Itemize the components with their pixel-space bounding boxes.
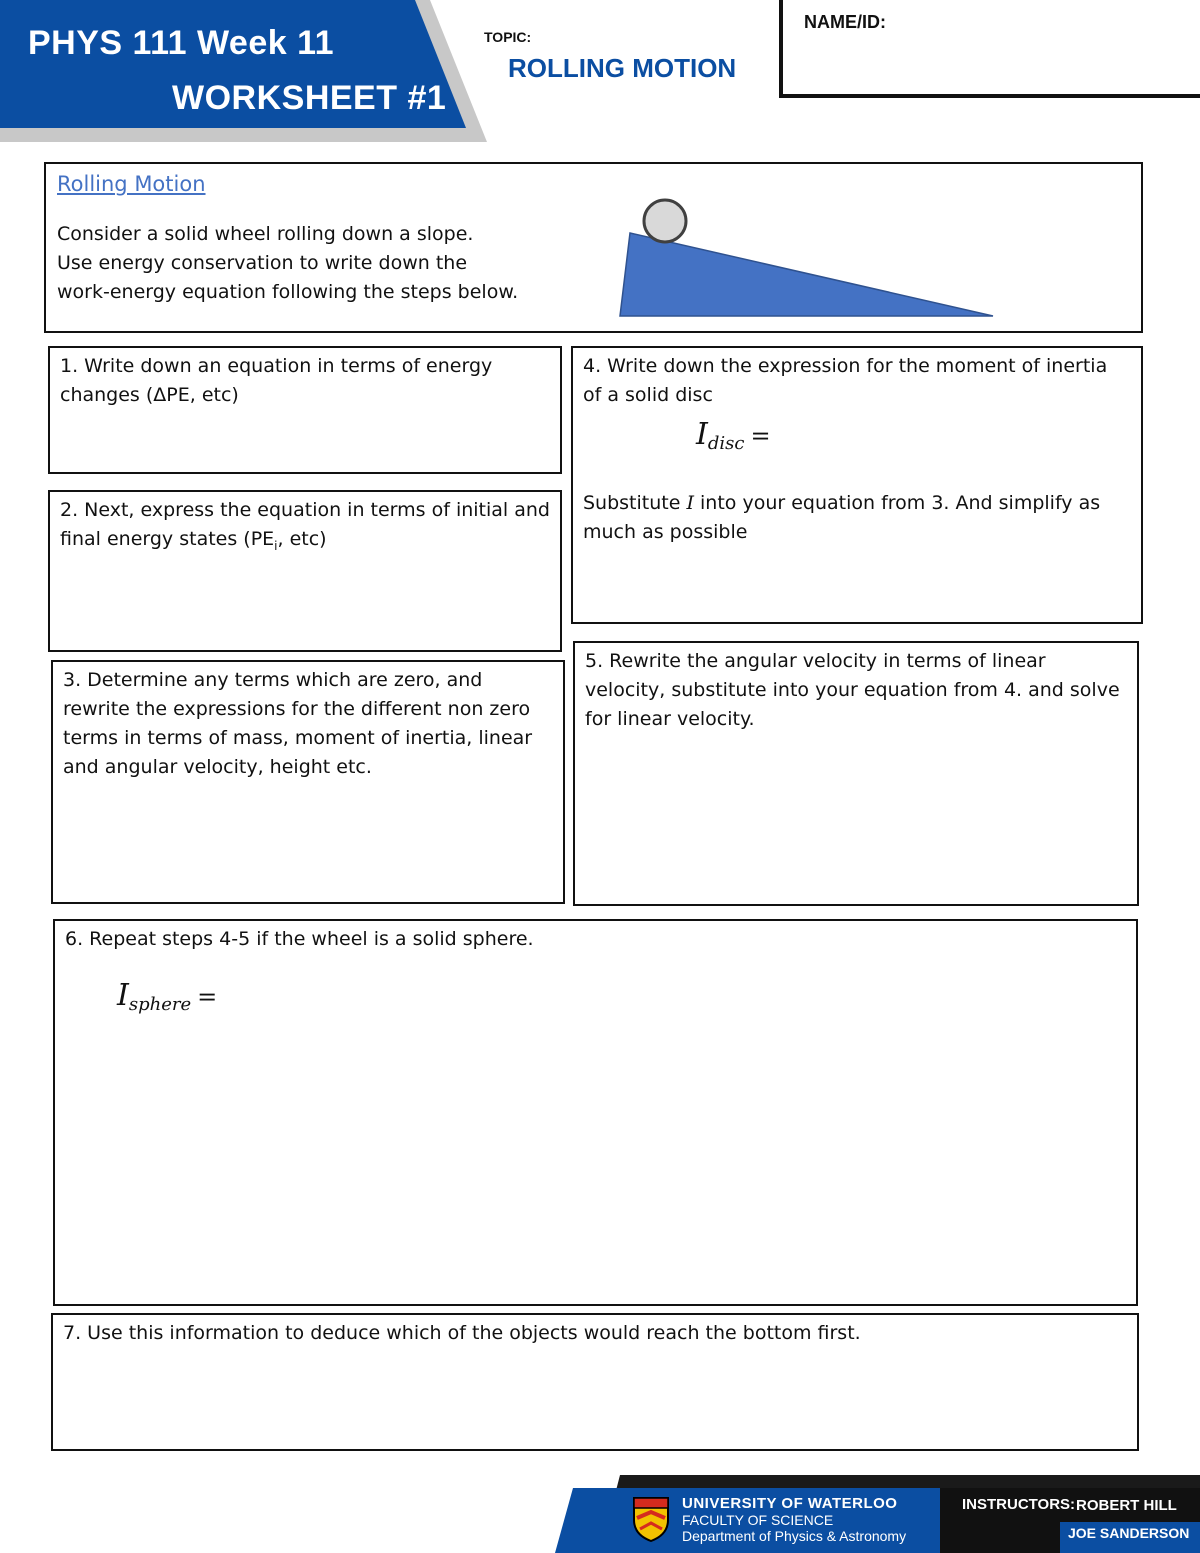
slope-diagram <box>600 190 1010 325</box>
intro-heading: Rolling Motion <box>57 172 206 196</box>
department-name: Department of Physics & Astronomy <box>682 1528 907 1544</box>
intro-line: work-energy equation following the steps below. <box>57 281 519 303</box>
disc-inertia-equation: $I_{disc}$ = <box>696 417 771 454</box>
instructor-1: ROBERT HILL <box>1076 1497 1177 1514</box>
sphere-inertia-equation: $I_{sphere}$ = <box>117 978 218 1015</box>
question-4-box[interactable] <box>571 346 1143 624</box>
wheel-circle <box>644 200 686 242</box>
university-name: UNIVERSITY OF WATERLOO <box>682 1495 898 1512</box>
question-4-text: 4. Write down the expression for the moment of inertia of a solid disc <box>583 355 1108 406</box>
question-2-text <box>50 492 560 561</box>
instructor-2: JOE SANDERSON <box>1068 1525 1190 1541</box>
question-4-substitute-text: Substitute I into your equation from 3. And simplify as much as possible <box>583 492 1101 543</box>
header-banner <box>0 0 500 145</box>
question-1-box[interactable] <box>48 346 562 474</box>
intro-line: Use energy conservation to write down the <box>57 252 468 274</box>
question-2-text-main: 2. Next, express the equation in terms of initial and final energy states (PE <box>60 499 550 550</box>
name-id-label: NAME/ID: <box>804 12 886 32</box>
question-3-text: 3. Determine any terms which are zero, and rewrite the expressions for the different non zero terms in terms of mass, moment of inertia, linear and angular velocity, height etc. <box>63 669 533 778</box>
question-2-box[interactable] <box>48 490 562 652</box>
question-5-text: 5. Rewrite the angular velocity in terms of linear velocity, substitute into your equation from 4. and solve for linear velocity. <box>585 650 1120 730</box>
question-5-box[interactable] <box>573 641 1139 906</box>
question-2-text-end: , etc) <box>277 528 327 550</box>
instructors-label: INSTRUCTORS: <box>962 1496 1076 1513</box>
faculty-name: FACULTY OF SCIENCE <box>682 1512 834 1528</box>
slope-ramp <box>620 233 993 316</box>
question-7-text: 7. Use this information to deduce which of the objects would reach the bottom first. <box>63 1322 861 1344</box>
worksheet-label: WORKSHEET #1 <box>172 79 447 117</box>
topic-value: ROLLING MOTION <box>508 53 737 83</box>
university-crest-icon <box>632 1496 670 1542</box>
question-3-box[interactable] <box>51 660 565 904</box>
question-6-text: 6. Repeat steps 4-5 if the wheel is a solid sphere. <box>65 928 534 950</box>
course-title: PHYS 111 Week 11 <box>28 24 335 62</box>
intro-line: Consider a solid wheel rolling down a slope. <box>57 223 474 245</box>
topic-label: TOPIC: <box>484 29 532 45</box>
question-7-box[interactable] <box>51 1313 1139 1451</box>
question-2-subscript: i <box>274 538 278 553</box>
question-6-box[interactable] <box>53 919 1138 1306</box>
question-1-text: 1. Write down an equation in terms of energy changes (ΔPE, etc) <box>60 355 493 406</box>
